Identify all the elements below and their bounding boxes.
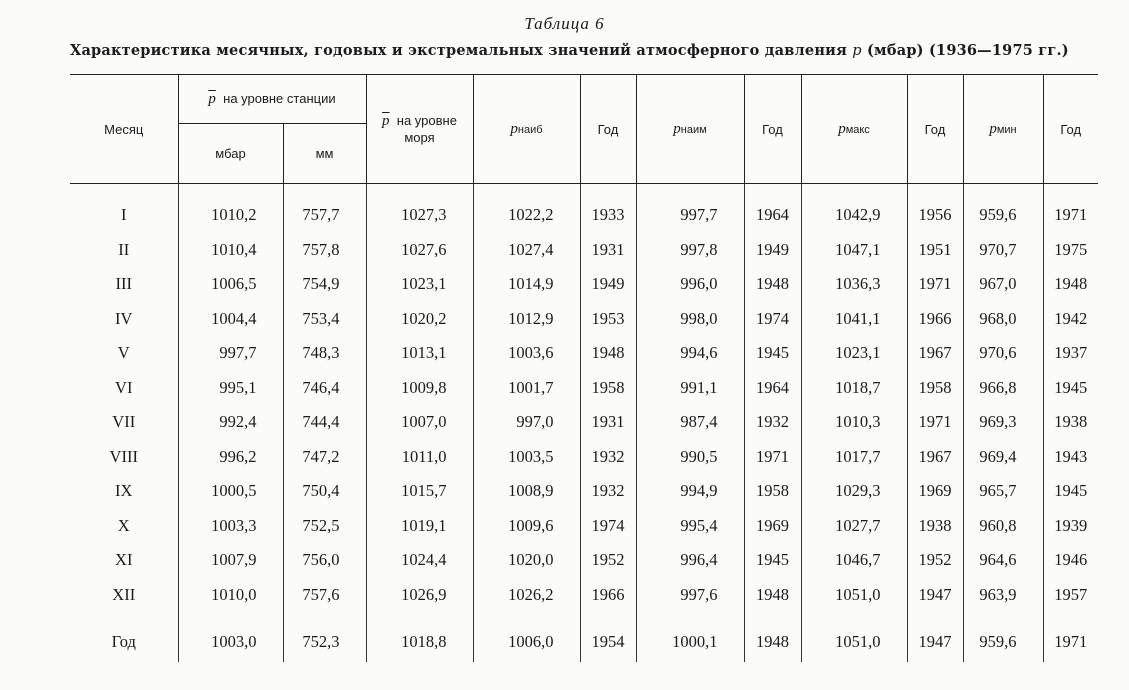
sea-level-cell: 1011,0 bbox=[366, 440, 473, 475]
p-naim-cell: 990,5 bbox=[636, 440, 744, 475]
p-min-cell: 965,7 bbox=[963, 474, 1043, 509]
header-p-naib-sub: наиб bbox=[517, 123, 543, 136]
header-station-label: на уровне станции bbox=[223, 90, 336, 106]
sea-level-cell: 1018,8 bbox=[366, 612, 473, 662]
p-naib-cell: 1008,9 bbox=[473, 474, 580, 509]
naib-year-cell: 1948 bbox=[580, 336, 636, 371]
station-mbar-cell: 996,2 bbox=[178, 440, 283, 475]
station-mbar-cell: 1006,5 bbox=[178, 267, 283, 302]
p-naib-cell: 1022,2 bbox=[473, 184, 580, 233]
station-mbar-cell: 1010,4 bbox=[178, 233, 283, 268]
naib-year-cell: 1933 bbox=[580, 184, 636, 233]
min-year-cell: 1942 bbox=[1043, 302, 1098, 337]
p-maks-cell: 1018,7 bbox=[801, 371, 907, 406]
sea-level-cell: 1026,9 bbox=[366, 578, 473, 613]
p-naim-cell: 996,4 bbox=[636, 543, 744, 578]
table-row bbox=[70, 612, 1098, 662]
station-mm-cell: 757,6 bbox=[283, 578, 366, 613]
month-cell: V bbox=[70, 336, 178, 371]
maks-year-cell: 1956 bbox=[907, 184, 963, 233]
station-mbar-cell: 992,4 bbox=[178, 405, 283, 440]
p-naim-cell: 997,6 bbox=[636, 578, 744, 613]
month-cell: XI bbox=[70, 543, 178, 578]
p-maks-cell: 1051,0 bbox=[801, 612, 907, 662]
p-min-cell: 969,3 bbox=[963, 405, 1043, 440]
p-naib-cell: 1027,4 bbox=[473, 233, 580, 268]
header-p-maks-sub: макс bbox=[845, 123, 870, 136]
header-mbar: мбар bbox=[178, 124, 283, 184]
maks-year-cell: 1966 bbox=[907, 302, 963, 337]
p-maks-cell: 1023,1 bbox=[801, 336, 907, 371]
naim-year-cell: 1945 bbox=[744, 336, 801, 371]
header-station-level bbox=[178, 75, 366, 124]
station-mbar-cell: 1010,0 bbox=[178, 578, 283, 613]
station-mm-cell: 753,4 bbox=[283, 302, 366, 337]
p-min-cell: 963,9 bbox=[963, 578, 1043, 613]
table-row bbox=[70, 405, 1098, 440]
naim-year-cell: 1948 bbox=[744, 267, 801, 302]
naib-year-cell: 1931 bbox=[580, 233, 636, 268]
month-cell: Год bbox=[70, 612, 178, 662]
month-cell: X bbox=[70, 509, 178, 544]
p-min-cell: 970,7 bbox=[963, 233, 1043, 268]
min-year-cell: 1971 bbox=[1043, 612, 1098, 662]
table-row bbox=[70, 578, 1098, 613]
header-mm: мм bbox=[283, 124, 366, 184]
table-title bbox=[70, 42, 1110, 59]
p-naim-cell: 997,7 bbox=[636, 184, 744, 233]
maks-year-cell: 1958 bbox=[907, 371, 963, 406]
p-maks-cell: 1017,7 bbox=[801, 440, 907, 475]
header-p-min-sub: мин bbox=[996, 123, 1017, 136]
station-mbar-cell: 997,7 bbox=[178, 336, 283, 371]
maks-year-cell: 1971 bbox=[907, 405, 963, 440]
header-sea-pbar: $\overline{p}$ bbox=[382, 113, 390, 129]
month-cell: VIII bbox=[70, 440, 178, 475]
p-min-cell: 964,6 bbox=[963, 543, 1043, 578]
table-caption: Таблица 6 bbox=[524, 14, 605, 33]
maks-year-cell: 1951 bbox=[907, 233, 963, 268]
min-year-cell: 1938 bbox=[1043, 405, 1098, 440]
table-row bbox=[70, 233, 1098, 268]
sea-level-cell: 1015,7 bbox=[366, 474, 473, 509]
table-row bbox=[70, 509, 1098, 544]
naim-year-cell: 1932 bbox=[744, 405, 801, 440]
header-p-naim-sub: наим bbox=[680, 123, 707, 136]
sea-level-cell: 1020,2 bbox=[366, 302, 473, 337]
p-maks-cell: 1051,0 bbox=[801, 578, 907, 613]
table-row bbox=[70, 302, 1098, 337]
month-cell: II bbox=[70, 233, 178, 268]
header-p-naim bbox=[636, 75, 744, 184]
p-naim-cell: 991,1 bbox=[636, 371, 744, 406]
header-sea-level bbox=[366, 75, 473, 184]
min-year-cell: 1945 bbox=[1043, 474, 1098, 509]
station-mbar-cell: 1007,9 bbox=[178, 543, 283, 578]
station-mbar-cell: 1003,0 bbox=[178, 612, 283, 662]
naib-year-cell: 1953 bbox=[580, 302, 636, 337]
naib-year-cell: 1954 bbox=[580, 612, 636, 662]
header-pbar: $\overline{p}$ bbox=[208, 90, 216, 107]
header-month: Месяц bbox=[70, 75, 178, 184]
p-maks-cell: 1041,1 bbox=[801, 302, 907, 337]
naim-year-cell: 1974 bbox=[744, 302, 801, 337]
station-mm-cell: 752,3 bbox=[283, 612, 366, 662]
station-mm-cell: 747,2 bbox=[283, 440, 366, 475]
naib-year-cell: 1931 bbox=[580, 405, 636, 440]
station-mm-cell: 744,4 bbox=[283, 405, 366, 440]
p-naim-cell: 997,8 bbox=[636, 233, 744, 268]
p-min-cell: 966,8 bbox=[963, 371, 1043, 406]
p-naim-cell: 1000,1 bbox=[636, 612, 744, 662]
p-naim-cell: 994,9 bbox=[636, 474, 744, 509]
p-maks-cell: 1042,9 bbox=[801, 184, 907, 233]
p-naim-cell: 994,6 bbox=[636, 336, 744, 371]
table-body bbox=[70, 184, 1098, 663]
naim-year-cell: 1971 bbox=[744, 440, 801, 475]
table-row bbox=[70, 474, 1098, 509]
p-naib-cell: 1001,7 bbox=[473, 371, 580, 406]
station-mm-cell: 757,7 bbox=[283, 184, 366, 233]
naib-year-cell: 1932 bbox=[580, 474, 636, 509]
station-mm-cell: 752,5 bbox=[283, 509, 366, 544]
station-mbar-cell: 1003,3 bbox=[178, 509, 283, 544]
month-cell: VI bbox=[70, 371, 178, 406]
p-min-cell: 970,6 bbox=[963, 336, 1043, 371]
p-naib-cell: 1014,9 bbox=[473, 267, 580, 302]
table-row bbox=[70, 371, 1098, 406]
station-mm-cell: 746,4 bbox=[283, 371, 366, 406]
title-symbol: p bbox=[852, 43, 862, 59]
sea-level-cell: 1009,8 bbox=[366, 371, 473, 406]
maks-year-cell: 1952 bbox=[907, 543, 963, 578]
station-mbar-cell: 1010,2 bbox=[178, 184, 283, 233]
p-naib-cell: 1006,0 bbox=[473, 612, 580, 662]
naib-year-cell: 1966 bbox=[580, 578, 636, 613]
p-naib-cell: 1009,6 bbox=[473, 509, 580, 544]
naim-year-cell: 1948 bbox=[744, 612, 801, 662]
p-maks-cell: 1036,3 bbox=[801, 267, 907, 302]
naim-year-cell: 1958 bbox=[744, 474, 801, 509]
maks-year-cell: 1938 bbox=[907, 509, 963, 544]
sea-level-cell: 1007,0 bbox=[366, 405, 473, 440]
station-mbar-cell: 995,1 bbox=[178, 371, 283, 406]
month-cell: VII bbox=[70, 405, 178, 440]
sea-level-cell: 1023,1 bbox=[366, 267, 473, 302]
sea-level-cell: 1027,3 bbox=[366, 184, 473, 233]
naim-year-cell: 1969 bbox=[744, 509, 801, 544]
p-min-cell: 968,0 bbox=[963, 302, 1043, 337]
min-year-cell: 1975 bbox=[1043, 233, 1098, 268]
header-p-naib bbox=[473, 75, 580, 184]
maks-year-cell: 1971 bbox=[907, 267, 963, 302]
table-row bbox=[70, 440, 1098, 475]
p-min-cell: 959,6 bbox=[963, 184, 1043, 233]
naib-year-cell: 1932 bbox=[580, 440, 636, 475]
naim-year-cell: 1948 bbox=[744, 578, 801, 613]
p-naim-cell: 998,0 bbox=[636, 302, 744, 337]
p-naim-cell: 995,4 bbox=[636, 509, 744, 544]
station-mm-cell: 754,9 bbox=[283, 267, 366, 302]
sea-level-cell: 1024,4 bbox=[366, 543, 473, 578]
min-year-cell: 1937 bbox=[1043, 336, 1098, 371]
month-cell: XII bbox=[70, 578, 178, 613]
min-year-cell: 1948 bbox=[1043, 267, 1098, 302]
maks-year-cell: 1947 bbox=[907, 612, 963, 662]
station-mbar-cell: 1000,5 bbox=[178, 474, 283, 509]
p-naib-cell: 997,0 bbox=[473, 405, 580, 440]
table-row bbox=[70, 184, 1098, 233]
station-mbar-cell: 1004,4 bbox=[178, 302, 283, 337]
naib-year-cell: 1974 bbox=[580, 509, 636, 544]
header-p-naib-symbol: p bbox=[510, 120, 518, 137]
p-maks-cell: 1047,1 bbox=[801, 233, 907, 268]
naim-year-cell: 1949 bbox=[744, 233, 801, 268]
p-min-cell: 960,8 bbox=[963, 509, 1043, 544]
min-year-cell: 1945 bbox=[1043, 371, 1098, 406]
naim-year-cell: 1964 bbox=[744, 184, 801, 233]
naim-year-cell: 1964 bbox=[744, 371, 801, 406]
header-naim-year: Год bbox=[744, 75, 801, 184]
p-naim-cell: 987,4 bbox=[636, 405, 744, 440]
header-sea-label: на уровне моря bbox=[396, 113, 457, 145]
header-min-year: Год bbox=[1043, 75, 1098, 184]
naib-year-cell: 1952 bbox=[580, 543, 636, 578]
month-cell: III bbox=[70, 267, 178, 302]
month-cell: IX bbox=[70, 474, 178, 509]
p-naib-cell: 1003,6 bbox=[473, 336, 580, 371]
p-maks-cell: 1046,7 bbox=[801, 543, 907, 578]
p-maks-cell: 1010,3 bbox=[801, 405, 907, 440]
header-naib-year: Год bbox=[580, 75, 636, 184]
naib-year-cell: 1958 bbox=[580, 371, 636, 406]
p-naib-cell: 1020,0 bbox=[473, 543, 580, 578]
min-year-cell: 1957 bbox=[1043, 578, 1098, 613]
maks-year-cell: 1967 bbox=[907, 336, 963, 371]
table-row bbox=[70, 336, 1098, 371]
header-p-min-symbol: p bbox=[989, 120, 997, 137]
maks-year-cell: 1947 bbox=[907, 578, 963, 613]
p-maks-cell: 1029,3 bbox=[801, 474, 907, 509]
sea-level-cell: 1013,1 bbox=[366, 336, 473, 371]
p-naib-cell: 1003,5 bbox=[473, 440, 580, 475]
title-unit-range: (мбар) (1936—1975 гг.) bbox=[867, 42, 1069, 59]
min-year-cell: 1946 bbox=[1043, 543, 1098, 578]
header-p-naim-symbol: p bbox=[673, 120, 681, 137]
header-maks-year: Год bbox=[907, 75, 963, 184]
header-p-maks-symbol: p bbox=[838, 120, 846, 137]
maks-year-cell: 1969 bbox=[907, 474, 963, 509]
table-row bbox=[70, 543, 1098, 578]
min-year-cell: 1943 bbox=[1043, 440, 1098, 475]
p-min-cell: 967,0 bbox=[963, 267, 1043, 302]
station-mm-cell: 748,3 bbox=[283, 336, 366, 371]
header-p-maks bbox=[801, 75, 907, 184]
pressure-table bbox=[70, 74, 1098, 662]
sea-level-cell: 1027,6 bbox=[366, 233, 473, 268]
min-year-cell: 1939 bbox=[1043, 509, 1098, 544]
naib-year-cell: 1949 bbox=[580, 267, 636, 302]
month-cell: IV bbox=[70, 302, 178, 337]
p-maks-cell: 1027,7 bbox=[801, 509, 907, 544]
p-min-cell: 959,6 bbox=[963, 612, 1043, 662]
p-naib-cell: 1026,2 bbox=[473, 578, 580, 613]
sea-level-cell: 1019,1 bbox=[366, 509, 473, 544]
month-cell: I bbox=[70, 184, 178, 233]
station-mm-cell: 757,8 bbox=[283, 233, 366, 268]
header-p-min bbox=[963, 75, 1043, 184]
naim-year-cell: 1945 bbox=[744, 543, 801, 578]
station-mm-cell: 756,0 bbox=[283, 543, 366, 578]
station-mm-cell: 750,4 bbox=[283, 474, 366, 509]
p-min-cell: 969,4 bbox=[963, 440, 1043, 475]
table-row bbox=[70, 267, 1098, 302]
p-naib-cell: 1012,9 bbox=[473, 302, 580, 337]
maks-year-cell: 1967 bbox=[907, 440, 963, 475]
title-text: Характеристика месячных, годовых и экстремальных значений атмосферного давления bbox=[70, 42, 848, 59]
p-naim-cell: 996,0 bbox=[636, 267, 744, 302]
min-year-cell: 1971 bbox=[1043, 184, 1098, 233]
